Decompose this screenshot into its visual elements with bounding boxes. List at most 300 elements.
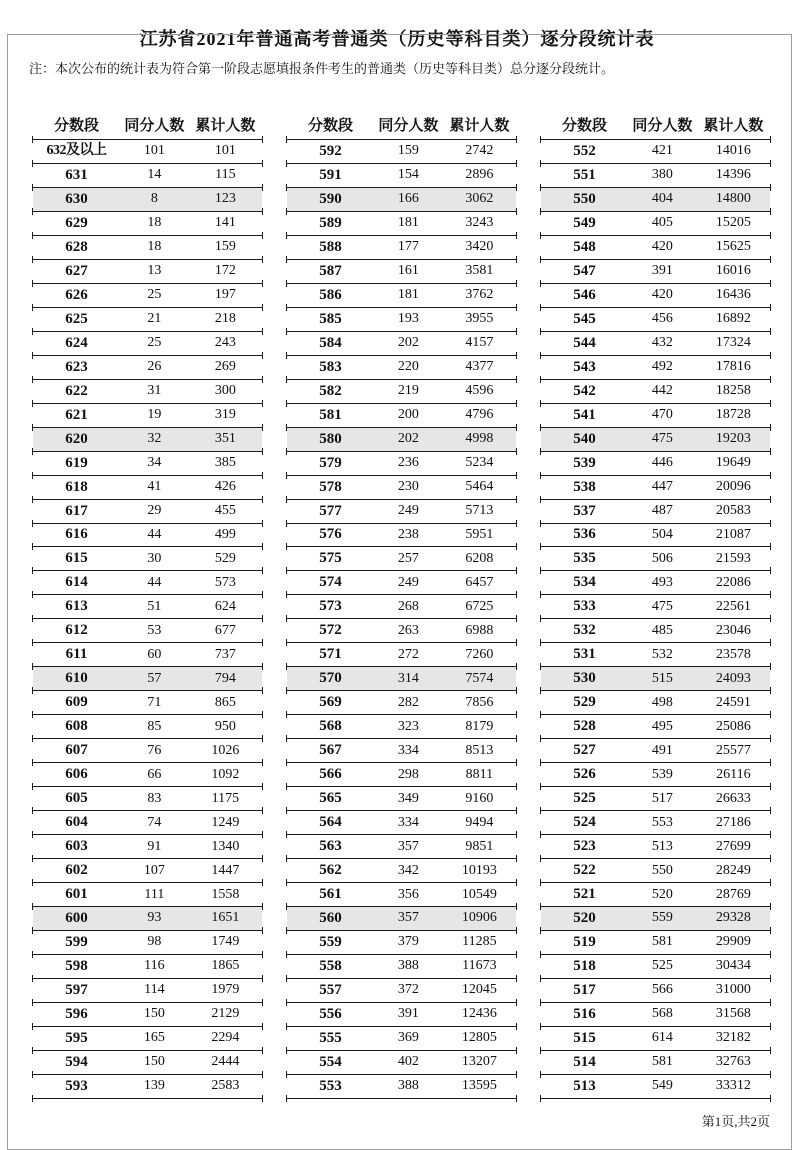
score-segment: 555 xyxy=(319,1029,342,1046)
cumulative-count: 8179 xyxy=(465,718,494,734)
cumulative-count: 1651 xyxy=(211,910,240,926)
score-segment: 617 xyxy=(65,502,88,519)
cumulative-count: 950 xyxy=(214,718,236,734)
score-segment: 599 xyxy=(65,933,88,950)
same-score-count: 257 xyxy=(397,550,419,566)
score-segment: 527 xyxy=(573,742,596,759)
table-row xyxy=(541,979,770,1003)
cumulative-count: 29909 xyxy=(715,934,751,950)
cumulative-count: 6208 xyxy=(465,550,494,566)
score-segment: 581 xyxy=(319,406,342,423)
score-segment: 541 xyxy=(573,406,596,423)
same-score-count: 116 xyxy=(144,958,165,974)
same-score-count: 421 xyxy=(651,143,673,159)
same-score-count: 456 xyxy=(651,311,673,327)
score-table-1 xyxy=(33,109,262,1099)
table-row xyxy=(541,428,770,452)
table-row xyxy=(33,1051,262,1075)
score-segment: 522 xyxy=(573,862,596,879)
cumulative-count: 455 xyxy=(214,503,236,519)
score-segment: 542 xyxy=(573,382,596,399)
same-score-count: 111 xyxy=(144,886,165,902)
same-score-count: 268 xyxy=(397,598,419,614)
score-segment: 529 xyxy=(573,694,596,711)
score-segment: 577 xyxy=(319,502,342,519)
table-row xyxy=(287,835,516,859)
same-score-count: 342 xyxy=(397,862,419,878)
table-row xyxy=(541,883,770,907)
same-score-count: 298 xyxy=(397,766,419,782)
table-body xyxy=(541,139,770,1099)
cumulative-count: 529 xyxy=(214,550,236,566)
score-segment: 531 xyxy=(573,646,596,663)
table-row xyxy=(33,643,262,667)
cumulative-count: 14396 xyxy=(715,167,751,183)
table-row xyxy=(287,500,516,524)
cumulative-count: 159 xyxy=(214,239,236,255)
score-segment: 598 xyxy=(65,957,88,974)
table-row xyxy=(287,380,516,404)
column-header: 分数段 xyxy=(308,117,354,134)
same-score-count: 491 xyxy=(651,742,673,758)
same-score-count: 357 xyxy=(397,910,419,926)
same-score-count: 236 xyxy=(397,455,419,471)
cumulative-count: 27699 xyxy=(715,838,751,854)
same-score-count: 420 xyxy=(651,287,673,303)
cumulative-count: 12805 xyxy=(461,1030,497,1046)
cumulative-count: 1749 xyxy=(211,934,240,950)
page-title: 江苏省2021年普通高考普通类（历史等科目类）逐分段统计表 xyxy=(139,29,655,49)
score-segment: 559 xyxy=(319,933,342,950)
same-score-count: 101 xyxy=(143,143,165,159)
same-score-count: 66 xyxy=(147,766,162,782)
score-segment: 571 xyxy=(319,646,342,663)
cumulative-count: 15625 xyxy=(715,239,751,255)
cumulative-count: 17324 xyxy=(715,335,751,351)
score-segment: 537 xyxy=(573,502,596,519)
score-segment: 607 xyxy=(65,742,88,759)
same-score-count: 263 xyxy=(397,622,419,638)
table-row xyxy=(287,667,516,691)
same-score-count: 525 xyxy=(651,958,673,974)
table-row xyxy=(541,260,770,284)
table-row xyxy=(541,524,770,548)
cumulative-count: 426 xyxy=(214,479,236,495)
score-segment: 632及以上 xyxy=(46,143,107,159)
same-score-count: 107 xyxy=(143,862,165,878)
cumulative-count: 16016 xyxy=(715,263,751,279)
score-segment: 602 xyxy=(65,862,88,879)
table-row xyxy=(541,547,770,571)
table-row xyxy=(541,931,770,955)
score-segment: 603 xyxy=(65,838,88,855)
score-segment: 600 xyxy=(65,909,88,926)
same-score-count: 91 xyxy=(147,838,162,854)
table-row xyxy=(33,787,262,811)
table-row xyxy=(541,332,770,356)
score-segment: 517 xyxy=(573,981,596,998)
column-header: 同分人数 xyxy=(124,117,185,134)
same-score-count: 334 xyxy=(397,814,419,830)
same-score-count: 356 xyxy=(397,886,419,902)
score-segment: 604 xyxy=(65,814,88,831)
score-segment: 514 xyxy=(573,1053,596,1070)
same-score-count: 323 xyxy=(397,718,419,734)
cumulative-count: 10193 xyxy=(461,862,497,878)
table-row xyxy=(541,188,770,212)
table-row xyxy=(541,356,770,380)
score-segment: 623 xyxy=(65,358,88,375)
score-segment: 615 xyxy=(65,550,88,567)
same-score-count: 32 xyxy=(147,431,162,447)
same-score-count: 357 xyxy=(397,838,419,854)
score-segment: 608 xyxy=(65,718,88,735)
table-row xyxy=(287,404,516,428)
score-segment: 614 xyxy=(65,574,88,591)
table-row xyxy=(33,1075,262,1099)
cumulative-count: 351 xyxy=(214,431,236,447)
table-row xyxy=(287,643,516,667)
score-segment: 560 xyxy=(319,909,342,926)
score-segment: 596 xyxy=(65,1005,88,1022)
score-segment: 546 xyxy=(573,286,596,303)
cumulative-count: 269 xyxy=(214,359,236,375)
cumulative-count: 3243 xyxy=(465,215,494,231)
score-segment: 591 xyxy=(319,166,342,183)
cumulative-count: 25086 xyxy=(715,718,751,734)
same-score-count: 114 xyxy=(144,982,165,998)
table-row xyxy=(541,571,770,595)
table-row xyxy=(33,260,262,284)
table-row xyxy=(541,380,770,404)
cumulative-count: 2129 xyxy=(211,1006,240,1022)
table-row xyxy=(287,763,516,787)
same-score-count: 34 xyxy=(147,455,162,471)
score-segment: 611 xyxy=(65,646,88,663)
score-segment: 585 xyxy=(319,310,342,327)
column-header: 同分人数 xyxy=(378,117,439,134)
same-score-count: 150 xyxy=(143,1006,165,1022)
score-tables xyxy=(33,109,770,1099)
score-table-3 xyxy=(541,109,770,1099)
same-score-count: 31 xyxy=(147,383,162,399)
same-score-count: 517 xyxy=(651,790,673,806)
same-score-count: 83 xyxy=(147,790,162,806)
cumulative-count: 7574 xyxy=(465,670,494,686)
score-segment: 539 xyxy=(573,454,596,471)
cumulative-count: 1092 xyxy=(211,766,240,782)
cumulative-count: 3762 xyxy=(465,287,494,303)
same-score-count: 402 xyxy=(397,1054,419,1070)
cumulative-count: 624 xyxy=(214,598,236,614)
table-row xyxy=(33,428,262,452)
cumulative-count: 319 xyxy=(214,407,236,423)
same-score-count: 25 xyxy=(147,335,162,351)
table-row xyxy=(33,164,262,188)
table-row xyxy=(287,715,516,739)
table-row xyxy=(541,667,770,691)
same-score-count: 30 xyxy=(147,550,162,566)
table-row xyxy=(33,404,262,428)
score-segment: 536 xyxy=(573,526,596,543)
same-score-count: 181 xyxy=(397,215,419,231)
cumulative-count: 4596 xyxy=(465,383,494,399)
table-row xyxy=(541,1075,770,1099)
cumulative-count: 22561 xyxy=(715,598,751,614)
table-row xyxy=(33,308,262,332)
score-segment: 547 xyxy=(573,262,596,279)
table-row xyxy=(33,859,262,883)
score-segment: 601 xyxy=(65,886,88,903)
cumulative-count: 7260 xyxy=(465,646,494,662)
table-row xyxy=(541,715,770,739)
cumulative-count: 1558 xyxy=(211,886,240,902)
score-segment: 597 xyxy=(65,981,88,998)
table-row xyxy=(287,428,516,452)
cumulative-count: 794 xyxy=(214,670,236,686)
cumulative-count: 20096 xyxy=(715,479,751,495)
score-segment: 595 xyxy=(65,1029,88,1046)
same-score-count: 21 xyxy=(147,311,162,327)
cumulative-count: 2294 xyxy=(211,1030,240,1046)
table-row xyxy=(541,308,770,332)
cumulative-count: 27186 xyxy=(715,814,751,830)
table-row xyxy=(541,212,770,236)
column-header: 分数段 xyxy=(54,117,100,134)
cumulative-count: 573 xyxy=(214,574,236,590)
same-score-count: 495 xyxy=(651,718,673,734)
table-row xyxy=(287,883,516,907)
table-row xyxy=(287,1027,516,1051)
score-segment: 524 xyxy=(573,814,596,831)
cumulative-count: 26116 xyxy=(716,766,751,782)
same-score-count: 614 xyxy=(651,1030,673,1046)
table-row xyxy=(287,811,516,835)
score-segment: 625 xyxy=(65,310,88,327)
table-row xyxy=(541,619,770,643)
score-segment: 631 xyxy=(65,166,88,183)
same-score-count: 532 xyxy=(651,646,673,662)
same-score-count: 432 xyxy=(651,335,673,351)
same-score-count: 391 xyxy=(397,1006,419,1022)
table-row xyxy=(287,236,516,260)
score-segment: 619 xyxy=(65,454,88,471)
same-score-count: 150 xyxy=(143,1054,165,1070)
table-row xyxy=(541,284,770,308)
table-row xyxy=(541,859,770,883)
column-header: 同分人数 xyxy=(632,117,693,134)
score-segment: 552 xyxy=(573,142,596,159)
same-score-count: 193 xyxy=(397,311,419,327)
score-segment: 558 xyxy=(319,957,342,974)
same-score-count: 51 xyxy=(147,598,162,614)
same-score-count: 492 xyxy=(651,359,673,375)
cumulative-count: 16436 xyxy=(715,287,751,303)
table-row xyxy=(33,547,262,571)
table-row xyxy=(287,571,516,595)
table-row xyxy=(33,332,262,356)
score-segment: 538 xyxy=(573,478,596,495)
same-score-count: 470 xyxy=(651,407,673,423)
table-row xyxy=(33,883,262,907)
table-row xyxy=(287,260,516,284)
same-score-count: 181 xyxy=(397,287,419,303)
score-segment: 582 xyxy=(319,382,342,399)
table-row xyxy=(541,236,770,260)
cumulative-count: 1447 xyxy=(211,862,240,878)
table-row xyxy=(287,452,516,476)
score-segment: 572 xyxy=(319,622,342,639)
cumulative-count: 12045 xyxy=(461,982,497,998)
column-header: 累计人数 xyxy=(195,117,256,134)
same-score-count: 446 xyxy=(651,455,673,471)
score-segment: 532 xyxy=(573,622,596,639)
cumulative-count: 14800 xyxy=(715,191,751,207)
score-segment: 525 xyxy=(573,790,596,807)
page-number: 第1页,共2页 xyxy=(701,1114,770,1129)
score-segment: 589 xyxy=(319,214,342,231)
same-score-count: 139 xyxy=(143,1078,165,1094)
same-score-count: 282 xyxy=(397,694,419,710)
score-segment: 588 xyxy=(319,238,342,255)
table-row xyxy=(541,643,770,667)
table-row xyxy=(541,140,770,164)
cumulative-count: 3062 xyxy=(465,191,494,207)
score-segment: 590 xyxy=(319,190,342,207)
table-row xyxy=(541,955,770,979)
table-row xyxy=(541,1003,770,1027)
same-score-count: 18 xyxy=(147,239,162,255)
same-score-count: 25 xyxy=(147,287,162,303)
cumulative-count: 1979 xyxy=(211,982,240,998)
column-header: 累计人数 xyxy=(703,117,764,134)
same-score-count: 487 xyxy=(651,503,673,519)
same-score-count: 29 xyxy=(147,503,162,519)
same-score-count: 566 xyxy=(651,982,673,998)
cumulative-count: 1249 xyxy=(211,814,240,830)
table-row xyxy=(287,164,516,188)
cumulative-count: 30434 xyxy=(715,958,751,974)
same-score-count: 26 xyxy=(147,359,162,375)
same-score-count: 485 xyxy=(651,622,673,638)
table-row xyxy=(541,1027,770,1051)
score-segment: 612 xyxy=(65,622,88,639)
same-score-count: 8 xyxy=(150,191,158,207)
same-score-count: 442 xyxy=(651,383,673,399)
same-score-count: 581 xyxy=(651,934,673,950)
cumulative-count: 865 xyxy=(214,694,236,710)
cumulative-count: 1865 xyxy=(211,958,240,974)
cumulative-count: 28769 xyxy=(715,886,751,902)
table-row xyxy=(33,931,262,955)
table-row xyxy=(287,955,516,979)
same-score-count: 515 xyxy=(651,670,673,686)
score-segment: 545 xyxy=(573,310,596,327)
same-score-count: 372 xyxy=(397,982,419,998)
same-score-count: 98 xyxy=(147,934,162,950)
score-segment: 567 xyxy=(319,742,342,759)
cumulative-count: 5464 xyxy=(465,479,494,495)
cumulative-count: 499 xyxy=(214,526,236,542)
same-score-count: 53 xyxy=(147,622,162,638)
cumulative-count: 32182 xyxy=(715,1030,751,1046)
score-segment: 535 xyxy=(573,550,596,567)
same-score-count: 14 xyxy=(147,167,162,183)
score-segment: 630 xyxy=(65,190,88,207)
same-score-count: 44 xyxy=(147,526,162,542)
score-segment: 609 xyxy=(65,694,88,711)
cumulative-count: 300 xyxy=(214,383,236,399)
same-score-count: 161 xyxy=(397,263,419,279)
table-row xyxy=(287,140,516,164)
table-row xyxy=(33,763,262,787)
cumulative-count: 3581 xyxy=(465,263,494,279)
score-segment: 554 xyxy=(319,1053,342,1070)
same-score-count: 219 xyxy=(397,383,419,399)
same-score-count: 581 xyxy=(651,1054,673,1070)
cumulative-count: 24093 xyxy=(715,670,751,686)
table-row xyxy=(541,476,770,500)
score-segment: 579 xyxy=(319,454,342,471)
same-score-count: 539 xyxy=(651,766,673,782)
table-row xyxy=(33,1027,262,1051)
same-score-count: 559 xyxy=(651,910,673,926)
cumulative-count: 23578 xyxy=(715,646,751,662)
cumulative-count: 18728 xyxy=(715,407,751,423)
table-row xyxy=(33,212,262,236)
cumulative-count: 5234 xyxy=(465,455,494,471)
same-score-count: 493 xyxy=(651,574,673,590)
cumulative-count: 737 xyxy=(214,646,236,662)
score-segment: 534 xyxy=(573,574,596,591)
table-row xyxy=(541,691,770,715)
same-score-count: 388 xyxy=(397,1078,419,1094)
score-segment: 556 xyxy=(319,1005,342,1022)
score-segment: 548 xyxy=(573,238,596,255)
table-row xyxy=(287,787,516,811)
cumulative-count: 9494 xyxy=(465,814,494,830)
cumulative-count: 29328 xyxy=(715,910,751,926)
score-segment: 570 xyxy=(319,670,342,687)
score-segment: 574 xyxy=(319,574,342,591)
same-score-count: 19 xyxy=(147,407,162,423)
score-segment: 519 xyxy=(573,933,596,950)
score-segment: 616 xyxy=(65,526,88,543)
score-segment: 628 xyxy=(65,238,88,255)
table-row xyxy=(287,332,516,356)
cumulative-count: 21593 xyxy=(715,550,751,566)
cumulative-count: 26633 xyxy=(715,790,751,806)
same-score-count: 85 xyxy=(147,718,162,734)
same-score-count: 420 xyxy=(651,239,673,255)
cumulative-count: 6725 xyxy=(465,598,494,614)
score-segment: 551 xyxy=(573,166,596,183)
score-table-2 xyxy=(287,109,516,1099)
cumulative-count: 2444 xyxy=(211,1054,240,1070)
cumulative-count: 3420 xyxy=(465,239,494,255)
score-segment: 563 xyxy=(319,838,342,855)
table-row xyxy=(33,476,262,500)
score-segment: 561 xyxy=(319,886,342,903)
table-row xyxy=(541,787,770,811)
table-header xyxy=(287,109,516,139)
score-segment: 605 xyxy=(65,790,88,807)
cumulative-count: 18258 xyxy=(715,383,751,399)
same-score-count: 405 xyxy=(651,215,673,231)
cumulative-count: 2896 xyxy=(465,167,494,183)
table-row xyxy=(287,284,516,308)
table-row xyxy=(33,500,262,524)
